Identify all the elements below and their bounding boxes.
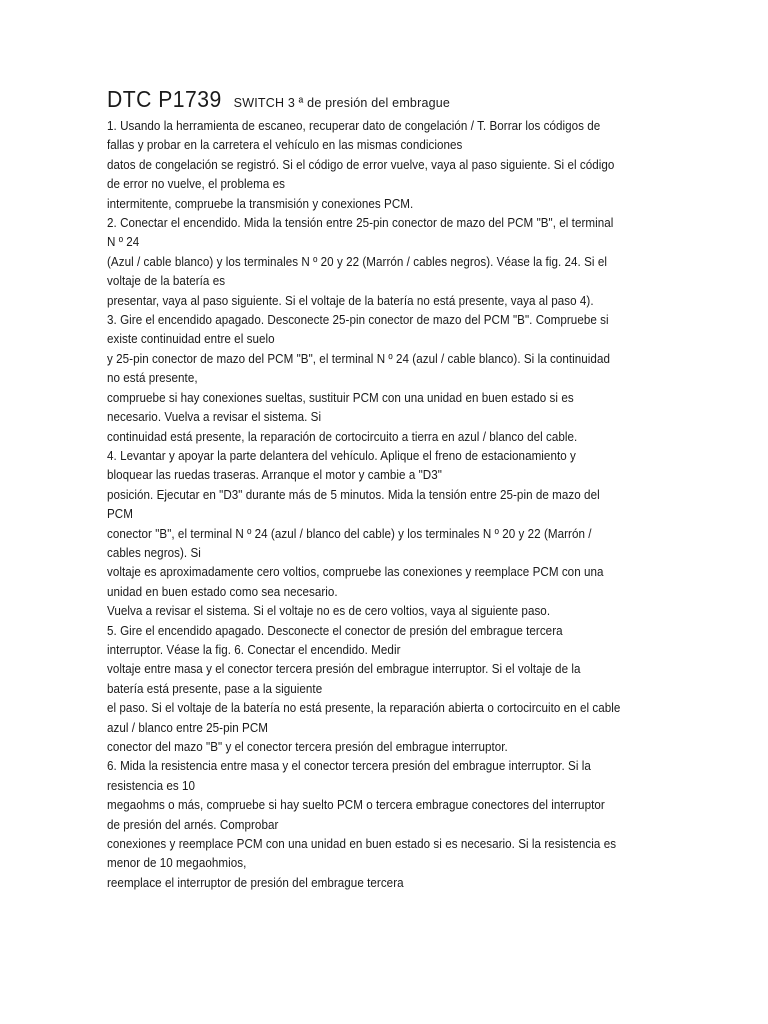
text-line: conector del mazo "B" y el conector tercera presión del embrague interruptor. bbox=[107, 740, 508, 754]
document-page bbox=[107, 86, 662, 893]
text-line: voltaje de la batería es bbox=[107, 274, 226, 289]
text-line: bloquear las ruedas traseras. Arranque el motor y cambie a "D3" bbox=[107, 468, 442, 483]
text-line: resistencia es 10 bbox=[107, 778, 196, 793]
text-line: unidad en buen estado como sea necesario. bbox=[107, 584, 338, 599]
dtc-description: SWITCH 3 ª de presión del embrague bbox=[233, 96, 451, 110]
dtc-code-title: DTC P1739 bbox=[107, 86, 222, 112]
text-line: 6. Mida la resistencia entre masa y el conector tercera presión del embrague interruptor. Si la bbox=[107, 759, 591, 774]
text-line: cables negros). Si bbox=[107, 545, 201, 560]
text-line: menor de 10 megaohmios, bbox=[107, 856, 247, 871]
text-line: conector "B", el terminal N º 24 (azul / blanco del cable) y los terminales N º 20 y 22 (Marrón / bbox=[107, 526, 592, 541]
text-line: 1. Usando la herramienta de escaneo, recuperar dato de congelación / T. Borrar los códigos de bbox=[107, 119, 601, 133]
text-line: de presión del arnés. Comprobar bbox=[107, 817, 279, 832]
text-line: intermitente, compruebe la transmisión y conexiones PCM. bbox=[107, 196, 414, 211]
text-line: megaohms o más, compruebe si hay suelto PCM o tercera embrague conectores del interruptor bbox=[107, 798, 605, 813]
text-line: voltaje entre masa y el conector tercera presión del embrague interruptor. Si el voltaje de la bbox=[107, 662, 581, 677]
text-line: conexiones y reemplace PCM con una unidad en buen estado si es necesario. Si la resistencia es bbox=[107, 837, 617, 852]
text-line: 2. Conectar el encendido. Mida la tensión entre 25-pin conector de mazo del PCM "B", el terminal bbox=[107, 216, 614, 231]
text-line: continuidad está presente, la reparación de cortocircuito a tierra en azul / blanco del cable. bbox=[107, 429, 578, 444]
text-line: y 25-pin conector de mazo del PCM "B", el terminal N º 24 (azul / cable blanco). Si la continuidad bbox=[107, 351, 610, 366]
text-line: interruptor. Véase la fig. 6. Conectar el encendido. Medir bbox=[107, 642, 401, 657]
text-line: 5. Gire el encendido apagado. Desconecte el conector de presión del embrague tercera bbox=[107, 623, 563, 638]
text-line: Vuelva a revisar el sistema. Si el voltaje no es de cero voltios, vaya al siguiente paso. bbox=[107, 604, 551, 619]
text-line: necesario. Vuelva a revisar el sistema. Si bbox=[107, 410, 322, 425]
text-line: reemplace el interruptor de presión del embrague tercera bbox=[107, 875, 404, 890]
text-line: PCM bbox=[107, 507, 133, 522]
text-line: presentar, vaya al paso siguiente. Si el voltaje de la batería no está presente, vaya al paso 4). bbox=[107, 293, 594, 308]
text-line: datos de congelación se registró. Si el código de error vuelve, vaya al paso siguiente. Si el código bbox=[107, 157, 615, 172]
text-line: 4. Levantar y apoyar la parte delantera del vehículo. Aplique el freno de estacionamiento y bbox=[107, 448, 576, 463]
text-line: batería está presente, pase a la siguiente bbox=[107, 681, 323, 696]
title-row bbox=[107, 86, 662, 113]
text-line: no está presente, bbox=[107, 371, 198, 386]
text-line: fallas y probar en la carretera el vehículo en las mismas condiciones bbox=[107, 138, 463, 153]
text-line: compruebe si hay conexiones sueltas, sustituir PCM con una unidad en buen estado si es bbox=[107, 390, 574, 405]
text-line: (Azul / cable blanco) y los terminales N º 20 y 22 (Marrón / cables negros). Véase la fig. 24. Si el bbox=[107, 254, 607, 269]
text-line: N º 24 bbox=[107, 235, 140, 250]
text-line: voltaje es aproximadamente cero voltios, compruebe las conexiones y reemplace PCM con una bbox=[107, 565, 604, 580]
text-line: existe continuidad entre el suelo bbox=[107, 332, 275, 347]
text-line: azul / blanco entre 25-pin PCM bbox=[107, 720, 269, 735]
text-line: posición. Ejecutar en "D3" durante más de 5 minutos. Mida la tensión entre 25-pin de mazo del bbox=[107, 487, 600, 502]
text-line: de error no vuelve, el problema es bbox=[107, 177, 285, 192]
text-line: el paso. Si el voltaje de la batería no está presente, la reparación abierta o cortocircuito en el cable bbox=[107, 701, 621, 716]
text-line: 3. Gire el encendido apagado. Desconecte 25-pin conector de mazo del PCM "B". Compruebe si bbox=[107, 313, 609, 328]
document-body bbox=[107, 117, 662, 893]
